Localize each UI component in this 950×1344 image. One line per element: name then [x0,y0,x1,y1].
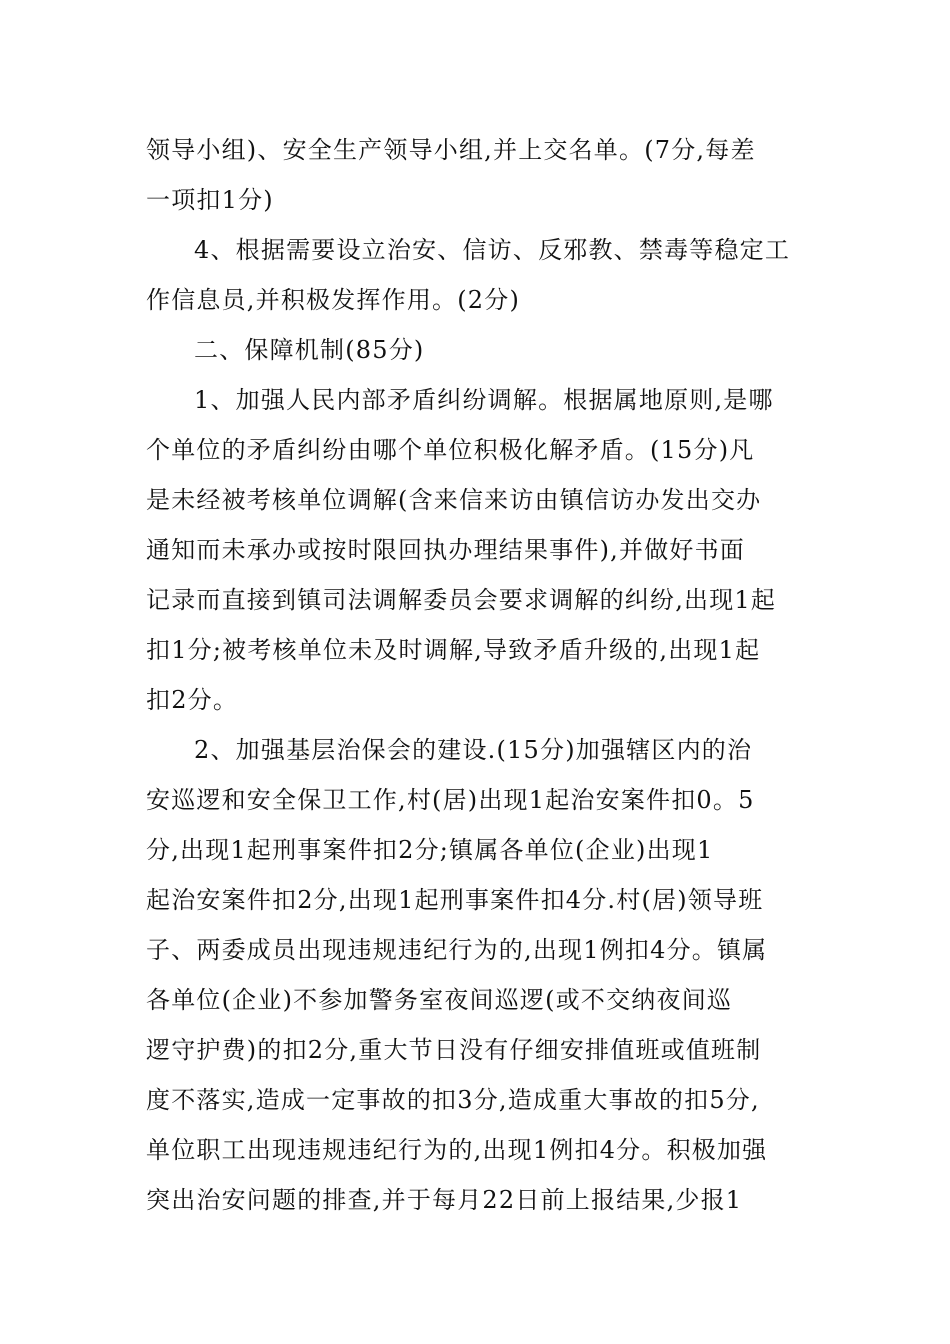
text-line: 记录而直接到镇司法调解委员会要求调解的纠纷,出现1起 [146,586,777,614]
text-line: 子、两委成员出现违规违纪行为的,出现1例扣4分。镇属 [146,936,768,964]
text-line: 一项扣1分) [146,186,274,214]
text-line: 各单位(企业)不参加警务室夜间巡逻(或不交纳夜间巡 [146,986,733,1014]
text-line: 作信息员,并积极发挥作用。(2分) [146,286,521,314]
text-line: 领导小组)、安全生产领导小组,并上交名单。(7分,每差 [146,136,756,164]
text-line: 分,出现1起刑事案件扣2分;镇属各单位(企业)出现1 [146,836,714,864]
text-line: 起治安案件扣2分,出现1起刑事案件扣4分.村(居)领导班 [146,886,764,914]
text-line: 突出治安问题的排查,并于每月22日前上报结果,少报1 [146,1186,743,1214]
text-line: 4、根据需要设立治安、信访、反邪教、禁毒等稳定工 [194,236,791,264]
text-line: 单位职工出现违规违纪行为的,出现1例扣4分。积极加强 [146,1136,768,1164]
text-line: 安巡逻和安全保卫工作,村(居)出现1起治安案件扣0。5 [146,786,755,814]
text-line: 扣2分。 [146,686,239,714]
text-line: 1、加强人民内部矛盾纠纷调解。根据属地原则,是哪 [194,386,774,414]
text-line: 逻守护费)的扣2分,重大节日没有仔细安排值班或值班制 [146,1036,762,1064]
text-line: 度不落实,造成一定事故的扣3分,造成重大事故的扣5分, [146,1086,760,1114]
text-line: 2、加强基层治保会的建设.(15分)加强辖区内的治 [194,736,753,764]
text-line: 是未经被考核单位调解(含来信来访由镇信访办发出交办 [146,486,762,514]
text-line: 扣1分;被考核单位未及时调解,导致矛盾升级的,出现1起 [146,636,761,664]
section-heading: 二、保障机制(85分) [194,336,425,364]
text-line: 通知而未承办或按时限回执办理结果事件),并做好书面 [146,536,745,564]
text-line: 个单位的矛盾纠纷由哪个单位积极化解矛盾。(15分)凡 [146,436,755,464]
